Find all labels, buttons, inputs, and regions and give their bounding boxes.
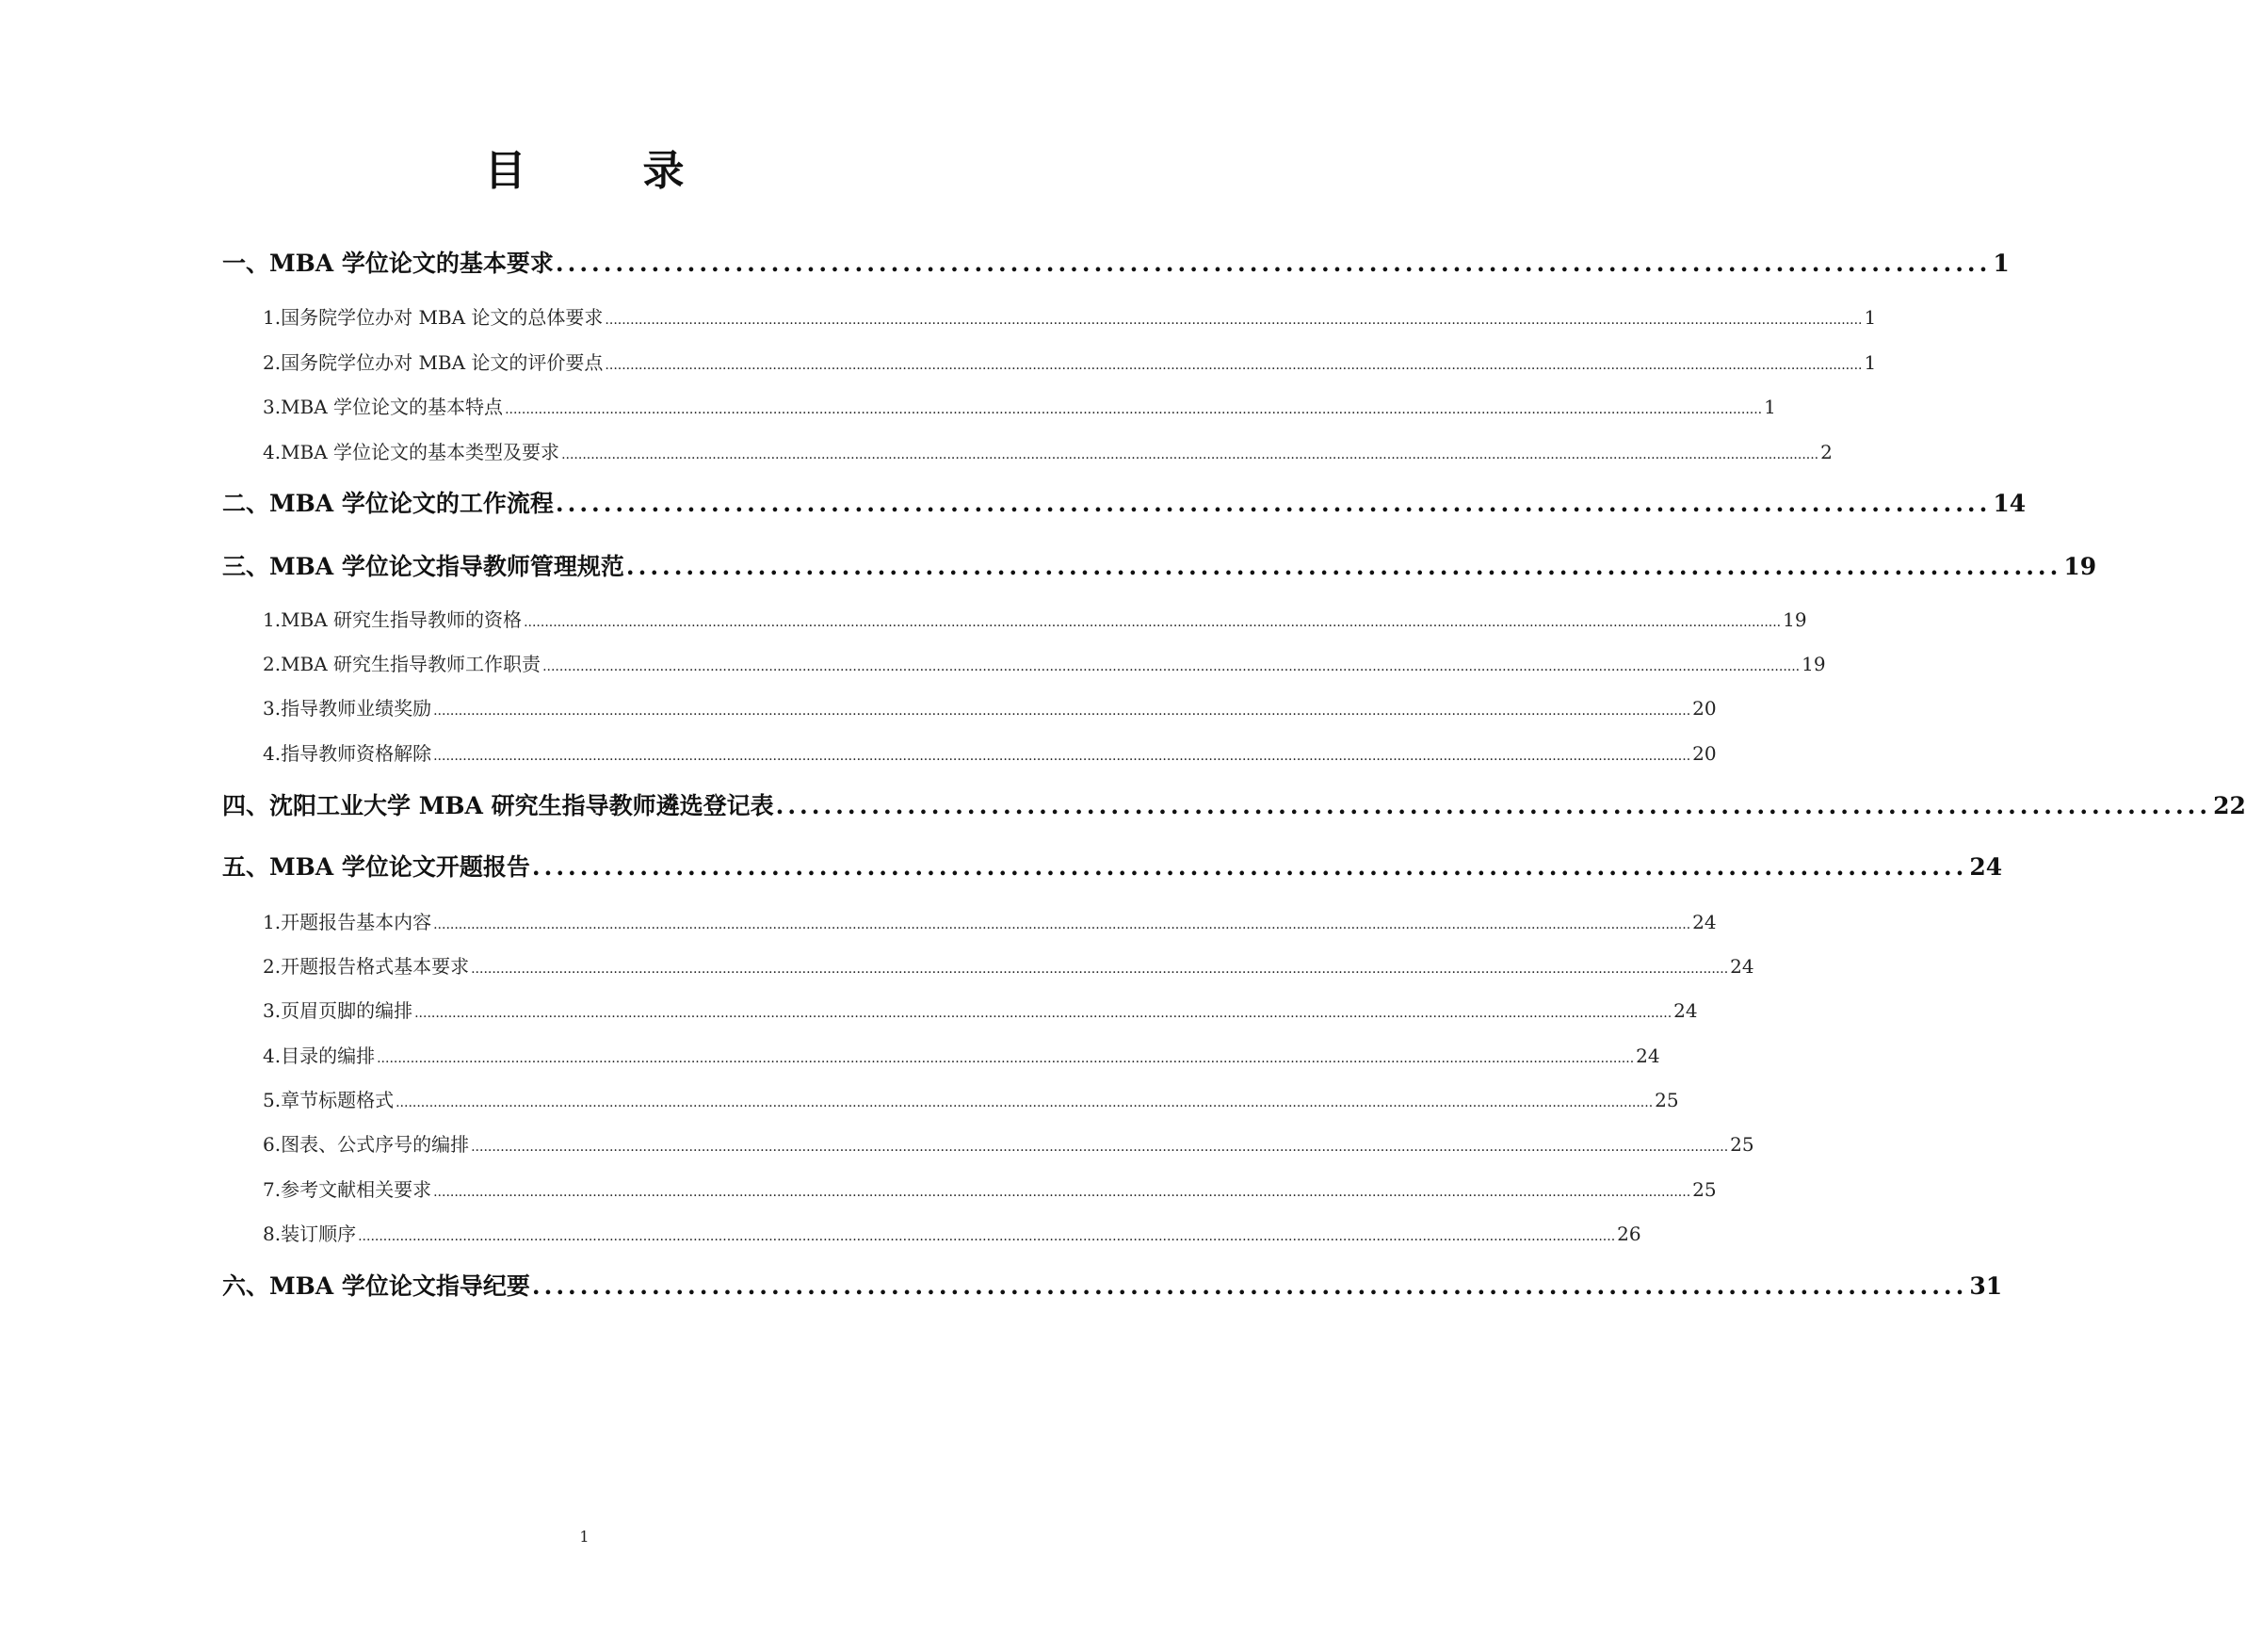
toc-dot-leader: ............................................................................................................................................................................................................................................................................................................ xyxy=(542,659,1801,674)
toc-entry-label: 2.MBA 研究生指导教师工作职责 xyxy=(263,653,541,675)
toc-entry-page: 22 xyxy=(2213,792,2246,819)
toc-entry-label: 8.装订顺序 xyxy=(263,1223,357,1245)
toc-entry-page: 2 xyxy=(1820,441,1833,463)
toc-section-entry[interactable] xyxy=(263,303,1877,334)
toc-entry-page: 24 xyxy=(1692,911,1717,933)
toc-dot-leader: ........................................................................................................................ xyxy=(775,792,2212,819)
toc-entry-label: 四、沈阳工业大学 MBA 研究生指导教师遴选登记表 xyxy=(222,792,774,819)
toc-dot-leader: ............................................................................................................................................................................................................................................................................................................ xyxy=(471,1140,1729,1155)
toc-section-entry[interactable] xyxy=(263,1130,1754,1161)
toc-section-entry[interactable] xyxy=(263,952,1754,983)
toc-dot-leader: ............................................................................................................................................................................................................................................................................................................ xyxy=(433,704,1691,719)
toc-entry-page: 24 xyxy=(1969,853,2003,881)
toc-entry-label: 4.指导教师资格解除 xyxy=(263,742,432,765)
toc-entry-label: 3.页眉页脚的编排 xyxy=(263,999,413,1022)
toc-entry-label: 3.指导教师业绩奖励 xyxy=(263,697,432,720)
toc-section-entry[interactable] xyxy=(263,438,1833,469)
toc-entry-page: 24 xyxy=(1673,999,1698,1022)
toc-dot-leader: ............................................................................................................................................................................................................................................................................................................ xyxy=(605,358,1863,373)
toc-dot-leader: ............................................................................................................................................................................................................................................................................................................ xyxy=(377,1051,1635,1066)
toc-section-entry[interactable] xyxy=(263,694,1717,725)
toc-entry-label: 六、MBA 学位论文指导纪要 xyxy=(222,1272,530,1300)
toc-entry-label: 一、MBA 学位论文的基本要求 xyxy=(222,250,554,277)
toc-section-entry[interactable] xyxy=(263,996,1698,1028)
toc-chapter-entry[interactable] xyxy=(222,247,2010,281)
toc-entry-label: 4.目录的编排 xyxy=(263,1045,376,1067)
toc-dot-leader: ........................................................................................................................ xyxy=(625,553,2062,580)
toc-entry-page: 25 xyxy=(1730,1133,1754,1156)
toc-entry-label: 1.开题报告基本内容 xyxy=(263,911,432,933)
toc-entry-page: 14 xyxy=(1993,490,2027,517)
toc-section-entry[interactable] xyxy=(263,606,1807,637)
page-title: 目 录 xyxy=(484,147,722,195)
toc-dot-leader: ............................................................................................................................................................................................................................................................................................................ xyxy=(471,962,1729,977)
toc-section-entry[interactable] xyxy=(263,739,1717,770)
toc-chapter-entry[interactable] xyxy=(222,1270,2003,1304)
toc-dot-leader: ............................................................................................................................................................................................................................................................................................................ xyxy=(358,1229,1616,1244)
toc-section-entry[interactable] xyxy=(263,1220,1641,1251)
toc-entry-label: 1.MBA 研究生指导教师的资格 xyxy=(263,608,523,631)
toc-entry-label: 2.国务院学位办对 MBA 论文的评价要点 xyxy=(263,351,604,374)
toc-entry-page: 31 xyxy=(1969,1272,2003,1300)
toc-entry-page: 20 xyxy=(1692,742,1717,765)
toc-entry-label: 二、MBA 学位论文的工作流程 xyxy=(222,490,554,517)
toc-dot-leader: ............................................................................................................................................................................................................................................................................................................ xyxy=(561,447,1819,462)
toc-entry-label: 3.MBA 学位论文的基本特点 xyxy=(263,396,504,418)
toc-dot-leader: ........................................................................................................................ xyxy=(555,250,1992,277)
toc-entry-page: 1 xyxy=(1864,351,1877,374)
toc-dot-leader: ............................................................................................................................................................................................................................................................................................................ xyxy=(433,917,1691,932)
toc-entry-page: 1 xyxy=(1864,306,1877,329)
toc-section-entry[interactable] xyxy=(263,1086,1679,1117)
toc-entry-label: 5.章节标题格式 xyxy=(263,1089,395,1111)
toc-dot-leader: ............................................................................................................................................................................................................................................................................................................ xyxy=(433,749,1691,764)
toc-dot-leader: ............................................................................................................................................................................................................................................................................................................ xyxy=(524,615,1782,630)
toc-dot-leader: ............................................................................................................................................................................................................................................................................................................ xyxy=(396,1095,1654,1110)
toc-dot-leader: ........................................................................................................................ xyxy=(555,490,1992,517)
toc-entry-page: 19 xyxy=(2063,553,2097,580)
toc-entry-page: 1 xyxy=(1993,250,2010,277)
toc-entry-page: 26 xyxy=(1617,1223,1641,1245)
toc-section-entry[interactable] xyxy=(263,650,1826,681)
toc-chapter-entry[interactable] xyxy=(222,789,2246,823)
toc-section-entry[interactable] xyxy=(263,348,1877,380)
toc-entry-page: 19 xyxy=(1802,653,1826,675)
toc-section-entry[interactable] xyxy=(263,1175,1717,1207)
toc-section-entry[interactable] xyxy=(263,393,1776,424)
toc-dot-leader: ............................................................................................................................................................................................................................................................................................................ xyxy=(433,1185,1691,1200)
page-number: 1 xyxy=(579,1528,590,1546)
toc-entry-page: 25 xyxy=(1692,1178,1717,1201)
toc-entry-label: 6.图表、公式序号的编排 xyxy=(263,1133,470,1156)
toc-dot-leader: ............................................................................................................................................................................................................................................................................................................ xyxy=(505,402,1763,417)
toc-entry-label: 1.国务院学位办对 MBA 论文的总体要求 xyxy=(263,306,604,329)
toc-chapter-entry[interactable] xyxy=(222,850,2003,884)
toc-entry-label: 三、MBA 学位论文指导教师管理规范 xyxy=(222,553,624,580)
toc-entry-page: 24 xyxy=(1636,1045,1660,1067)
toc-entry-label: 4.MBA 学位论文的基本类型及要求 xyxy=(263,441,560,463)
toc-entry-label: 五、MBA 学位论文开题报告 xyxy=(222,853,530,881)
toc-entry-label: 7.参考文献相关要求 xyxy=(263,1178,432,1201)
toc-dot-leader: ............................................................................................................................................................................................................................................................................................................ xyxy=(414,1006,1672,1021)
toc-entry-page: 25 xyxy=(1655,1089,1679,1111)
toc-entry-page: 20 xyxy=(1692,697,1717,720)
toc-entry-label: 2.开题报告格式基本要求 xyxy=(263,955,470,978)
toc-chapter-entry[interactable] xyxy=(222,550,2097,584)
toc-dot-leader: ........................................................................................................................ xyxy=(531,853,1968,881)
toc-entry-page: 1 xyxy=(1764,396,1776,418)
toc-dot-leader: ........................................................................................................................ xyxy=(531,1272,1968,1300)
toc-dot-leader: ............................................................................................................................................................................................................................................................................................................ xyxy=(605,313,1863,328)
toc-section-entry[interactable] xyxy=(263,1042,1660,1073)
toc-chapter-entry[interactable] xyxy=(222,487,2027,521)
toc-entry-page: 19 xyxy=(1783,608,1807,631)
toc-section-entry[interactable] xyxy=(263,908,1717,939)
toc-entry-page: 24 xyxy=(1730,955,1754,978)
